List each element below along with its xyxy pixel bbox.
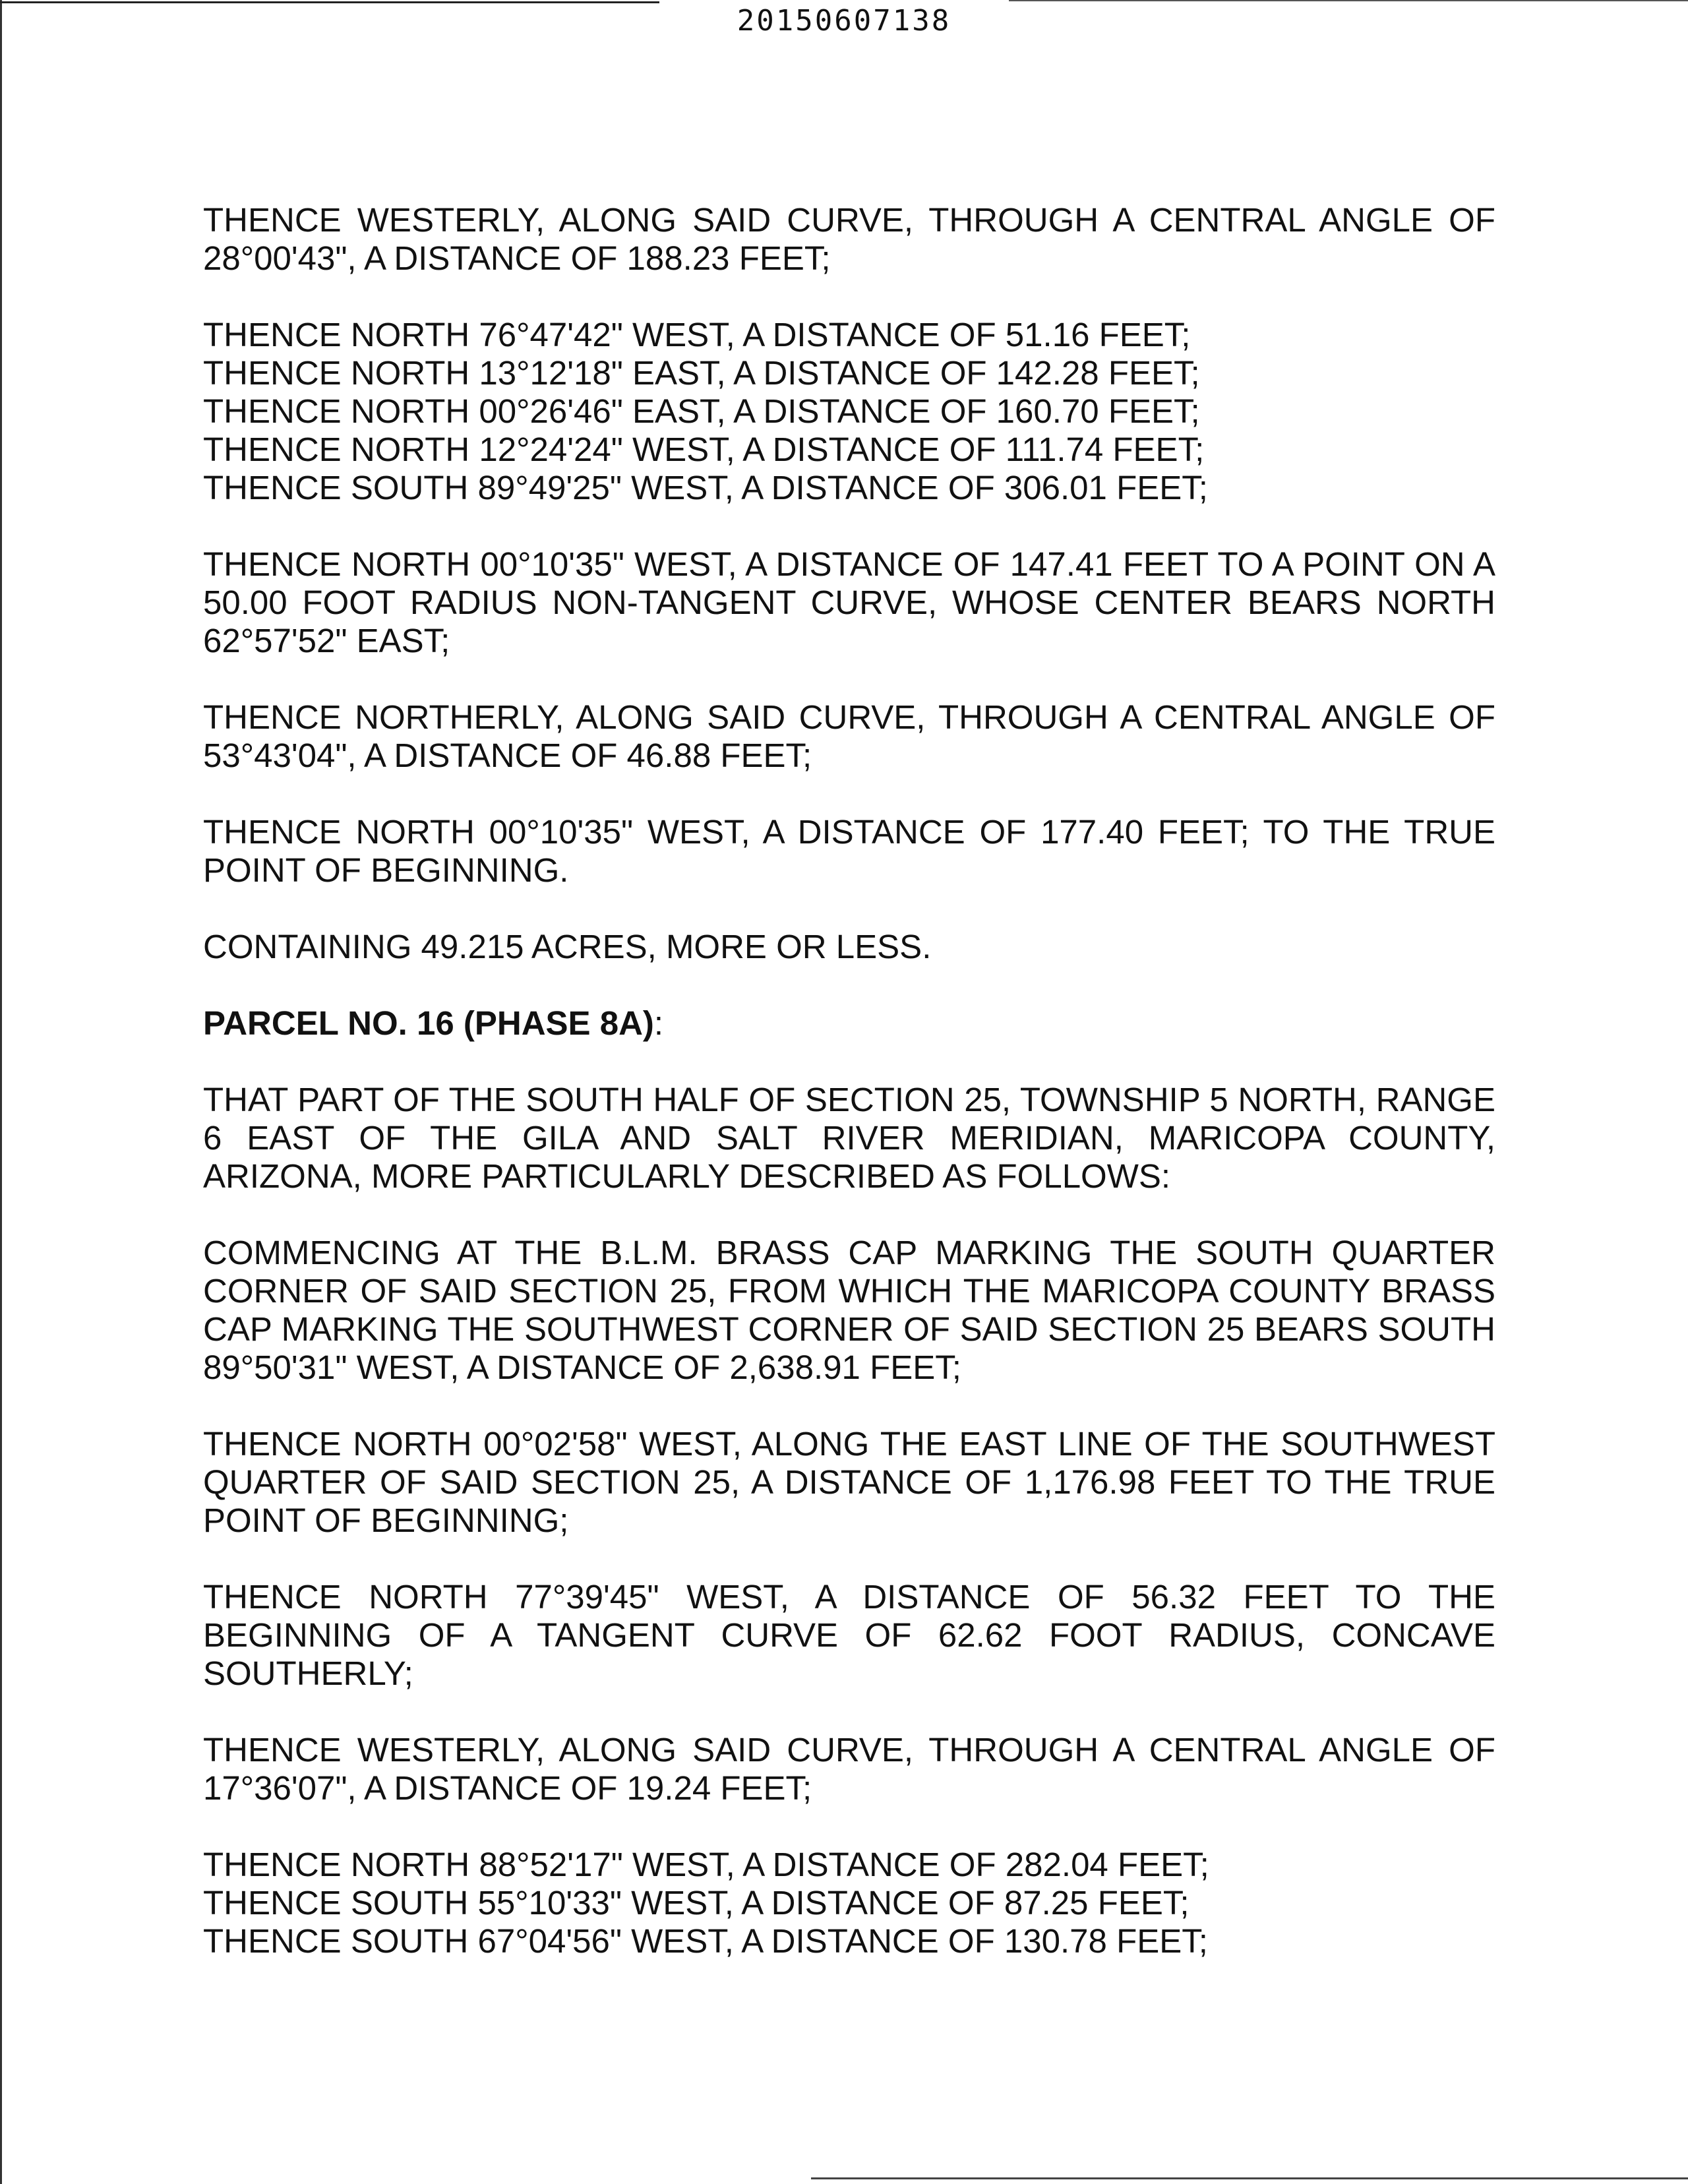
parcel-heading [203,1004,1495,1043]
paragraph-true-point [203,813,1495,890]
text-line: THENCE NORTH 00°02'58" WEST, ALONG THE EAST LINE OF THE SOUTHWEST [203,1425,1495,1463]
text-line: THENCE NORTH 00°26'46" EAST, A DISTANCE OF 160.70 FEET; [203,392,1200,430]
text-line: CAP MARKING THE SOUTHWEST CORNER OF SAID SECTION 25 BEARS SOUTH [203,1310,1495,1348]
text-line: THENCE NORTHERLY, ALONG SAID CURVE, THROUGH A CENTRAL ANGLE OF [203,698,1495,736]
text-line: SOUTHERLY; [203,1654,413,1692]
text-line: ARIZONA, MORE PARTICULARLY DESCRIBED AS FOLLOWS: [203,1157,1171,1195]
paragraph-curve-westerly [203,201,1495,278]
text-line: THENCE SOUTH 67°04'56" WEST, A DISTANCE OF 130.78 FEET; [203,1922,1208,1960]
text-line: 28°00'43", A DISTANCE OF 188.23 FEET; [203,239,831,277]
text-line: THENCE NORTH 77°39'45" WEST, A DISTANCE OF 56.32 FEET TO THE [203,1578,1495,1616]
text-line: THAT PART OF THE SOUTH HALF OF SECTION 25, TOWNSHIP 5 NORTH, RANGE [203,1081,1495,1118]
paragraph-curve-westerly-2 [203,1731,1495,1807]
parcel-heading-text: PARCEL NO. 16 (PHASE 8A) [203,1004,654,1042]
text-line: 62°57'52" EAST; [203,622,450,659]
text-line: 89°50'31" WEST, A DISTANCE OF 2,638.91 FEET; [203,1349,961,1386]
text-line: 50.00 FOOT RADIUS NON-TANGENT CURVE, WHOSE CENTER BEARS NORTH [203,584,1495,621]
text-line: 6 EAST OF THE GILA AND SALT RIVER MERIDIAN, MARICOPA COUNTY, [203,1119,1495,1157]
scan-rule-bottom [811,2177,1688,2179]
text-line: THENCE NORTH 76°47'42" WEST, A DISTANCE OF 51.16 FEET; [203,316,1191,353]
text-line: CORNER OF SAID SECTION 25, FROM WHICH THE MARICOPA COUNTY BRASS [203,1272,1495,1310]
text-line: THENCE WESTERLY, ALONG SAID CURVE, THROUGH A CENTRAL ANGLE OF [203,201,1495,239]
text-line: THENCE NORTH 13°12'18" EAST, A DISTANCE OF 142.28 FEET; [203,354,1200,392]
scan-rule-top-right [1009,0,1688,1]
text-line: THENCE SOUTH 55°10'33" WEST, A DISTANCE OF 87.25 FEET; [203,1884,1190,1922]
text-line: POINT OF BEGINNING. [203,851,569,889]
paragraph-courses-2 [203,1846,1495,1960]
text-line: 53°43'04", A DISTANCE OF 46.88 FEET; [203,737,812,774]
recording-number: 20150607138 [737,4,951,38]
paragraph-commencing [203,1234,1495,1387]
text-line: THENCE NORTH 88°52'17" WEST, A DISTANCE OF 282.04 FEET; [203,1846,1209,1883]
paragraph-non-tangent-curve [203,545,1495,660]
scan-edge-left [0,0,2,2184]
paragraph-courses-1 [203,316,1495,507]
text-line: POINT OF BEGINNING; [203,1502,569,1539]
text-line: QUARTER OF SAID SECTION 25, A DISTANCE OF 1,176.98 FEET TO THE TRUE [203,1463,1495,1501]
text-line: THENCE NORTH 00°10'35" WEST, A DISTANCE OF 177.40 FEET; TO THE TRUE [203,813,1495,851]
text-line: CONTAINING 49.215 ACRES, MORE OR LESS. [203,928,932,965]
text-line: COMMENCING AT THE B.L.M. BRASS CAP MARKING THE SOUTH QUARTER [203,1234,1495,1271]
text-line: THENCE NORTH 12°24'24" WEST, A DISTANCE OF 111.74 FEET; [203,431,1205,468]
legal-description [203,201,1495,1999]
text-line: THENCE NORTH 00°10'35" WEST, A DISTANCE OF 147.41 FEET TO A POINT ON A [203,545,1495,583]
paragraph-tangent-curve [203,1578,1495,1693]
text-line: THENCE SOUTH 89°49'25" WEST, A DISTANCE OF 306.01 FEET; [203,469,1208,506]
text-line: BEGINNING OF A TANGENT CURVE OF 62.62 FOOT RADIUS, CONCAVE [203,1616,1495,1654]
paragraph-east-line [203,1425,1495,1540]
paragraph-that-part [203,1081,1495,1196]
paragraph-curve-northerly [203,698,1495,775]
text-line: 17°36'07", A DISTANCE OF 19.24 FEET; [203,1769,812,1807]
paragraph-containing [203,928,1495,966]
parcel-heading-colon: : [653,1004,664,1042]
text-line: THENCE WESTERLY, ALONG SAID CURVE, THROUGH A CENTRAL ANGLE OF [203,1731,1495,1769]
